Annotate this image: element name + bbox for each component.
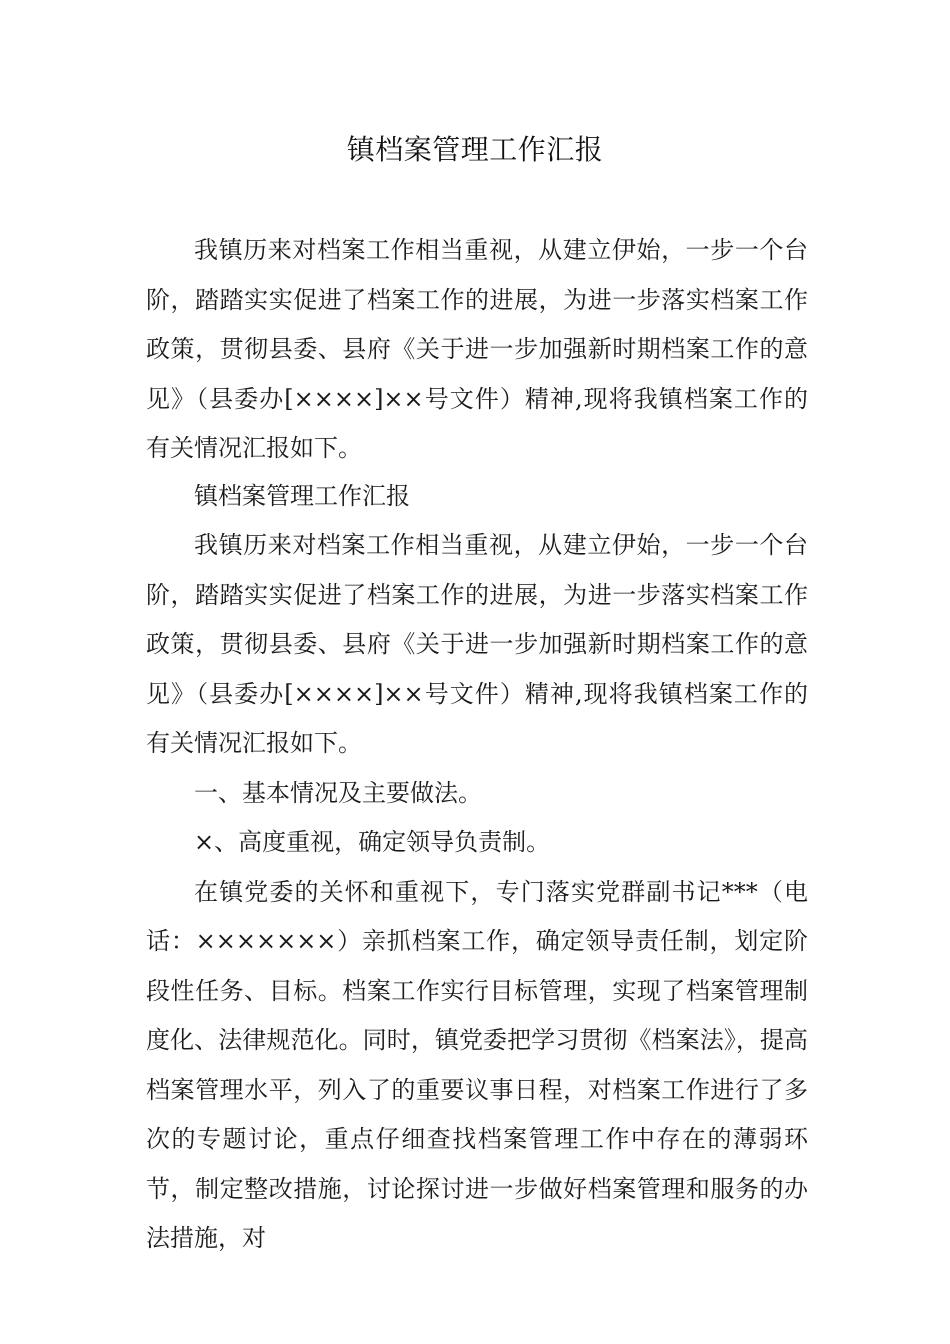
leadership-paragraph: 在镇党委的关怀和重视下，专门落实党群副书记***（电话：×××××××）亲抓档案工作，确定领导责任制，划定阶段性任务、目标。档案工作实行目标管理，实现了档案管理制度化、法律规范化。同时，镇党委把学习贯彻《档案法》，提高档案管理水平，列入了的重要议事日程，对档案工作进行了多次的专题讨论，重点仔细查找档案管理工作中存在的薄弱环节，制定整改措施，讨论探讨进一步做好档案管理和服务的办法措施，对 (146, 877, 808, 1252)
repeated-intro-paragraph: 我镇历来对档案工作相当重视，从建立伊始，一步一个台阶，踏踏实实促进了档案工作的进展，为进一步落实档案工作政策，贯彻县委、县府《关于进一步加强新时期档案工作的意见》（县委办[××××]××号文件）精神,现将我镇档案工作的有关情况汇报如下。 (146, 531, 808, 757)
subsection-heading-leadership: ×、高度重视，确定领导负责制。 (194, 828, 551, 856)
repeated-title-line: 镇档案管理工作汇报 (194, 481, 410, 510)
document-body (146, 226, 808, 1264)
intro-paragraph: 我镇历来对档案工作相当重视，从建立伊始，一步一个台阶，踏踏实实促进了档案工作的进展，为进一步落实档案工作政策，贯彻县委、县府《关于进一步加强新时期档案工作的意见》（县委办[××××]××号文件）精神,现将我镇档案工作的有关情况汇报如下。 (146, 236, 808, 462)
document-title: 镇档案管理工作汇报 (346, 133, 604, 166)
section-heading-basic-situation: 一、基本情况及主要做法。 (194, 778, 482, 807)
